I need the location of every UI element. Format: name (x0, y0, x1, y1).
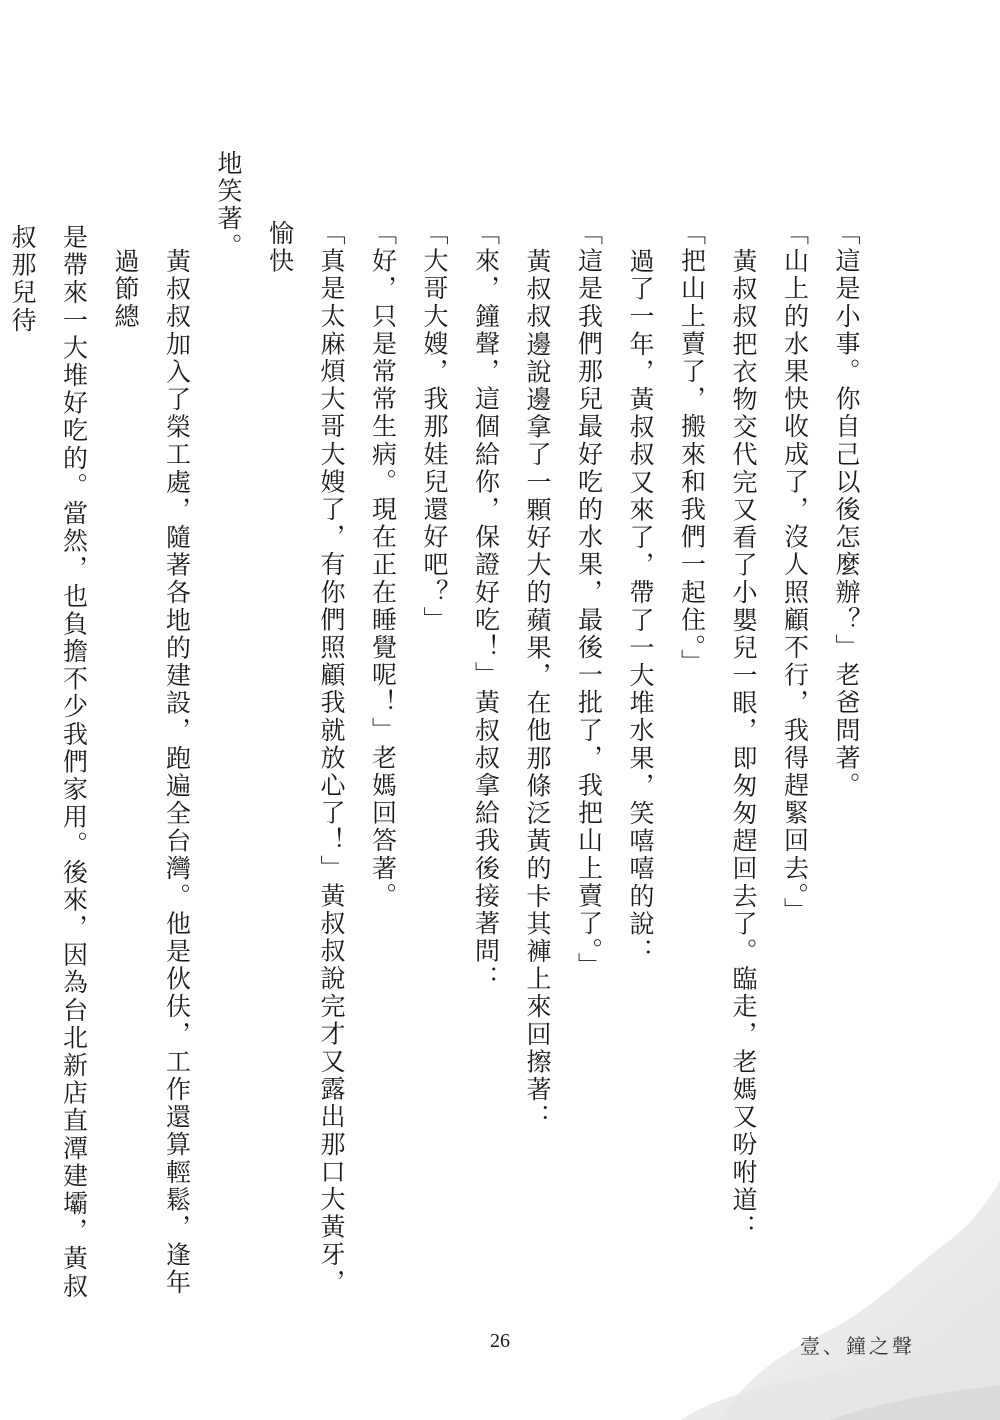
text-line-14: 是帶來一大堆好吃的。當然，也負擔不少我們家用。後來，因為台北新店直潭建壩，黃叔叔那兒待 (8, 224, 89, 1301)
text-line-12: 地笑著。 (214, 150, 243, 261)
text-line-9: 「大哥大嫂，我那娃兒還好吧？」 (420, 220, 449, 634)
text-line-6: 「這是我們那兒最好吃的水果，最後一批了，我把山上賣了。」 (574, 220, 604, 981)
text-line-2: 「山上的水果快收成了，沒人照顧不行，我得趕緊回去。」 (780, 220, 810, 926)
text-line-13: 黃叔叔加入了榮工處，隨著各地的建設，跑遍全台灣。他是伙伕，工作還算輕鬆，逢年過節總 (111, 248, 192, 1297)
text-line-3: 黃叔叔把衣物交代完又看了小嬰兒一眼，即匆匆趕回去了。臨走，老媽又吩咐道： (729, 248, 758, 1242)
vertical-text-body (8, 150, 872, 1310)
page-number: 26 (490, 1330, 510, 1352)
ink-wash-decoration (680, 1180, 1000, 1420)
text-line-4: 「把山上賣了，搬來和我們一起住。」 (677, 220, 707, 677)
text-line-10: 「好，只是常常生病。現在正在睡覺呢！」老媽回答著。 (368, 220, 398, 910)
chapter-label: 壹、鐘之聲 (800, 1334, 915, 1358)
text-line-8: 「來，鐘聲，這個給你，保證好吃！」黃叔叔拿給我後接著問： (471, 220, 501, 993)
text-line-11: 「真是太麻煩大哥大嫂了，有你們照顧我就放心了！」黃叔叔說完才又露出那口大黃牙，愉快 (265, 220, 346, 1297)
text-line-1: 「這是小事。你自己以後怎麼辦？」老爸問著。 (832, 220, 861, 800)
text-line-7: 黃叔叔邊說邊拿了一顆好大的蘋果，在他那條泛黃的卡其褲上來回擦著： (523, 248, 552, 1132)
text-line-5: 過了一年，黃叔叔又來了，帶了一大堆水果，笑嘻嘻的說： (626, 248, 655, 966)
